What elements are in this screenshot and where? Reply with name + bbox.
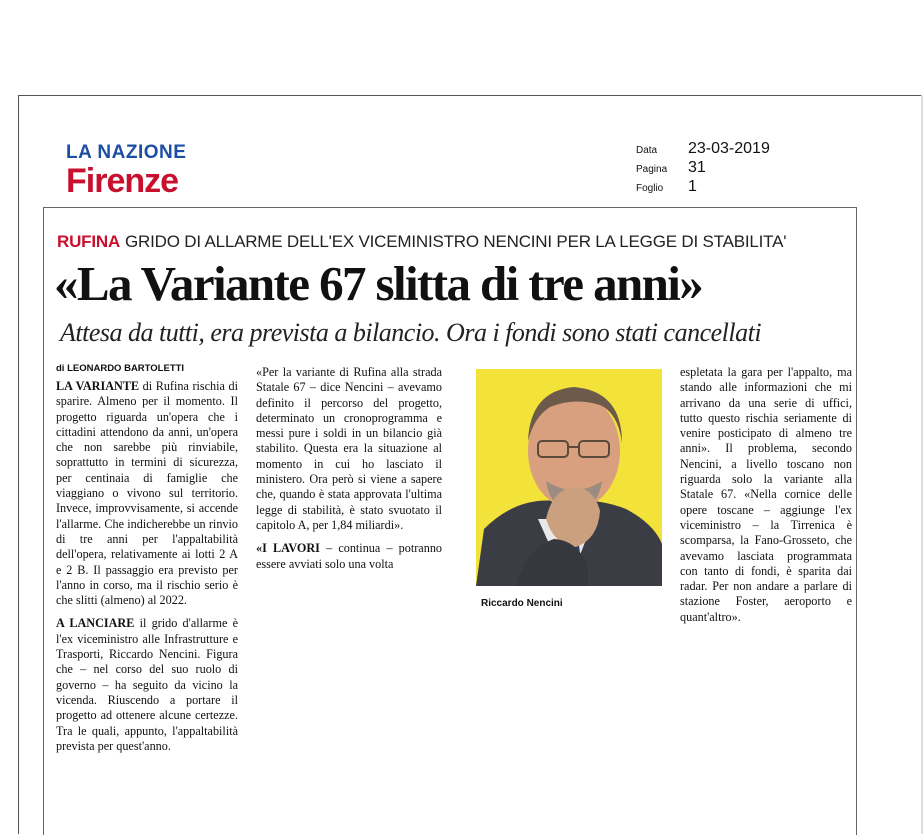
article-kicker (57, 232, 847, 252)
photo-caption: Riccardo Nencini (481, 598, 563, 609)
column-2-paragraph-1 (256, 365, 442, 533)
column-1-paragraph-1 (56, 379, 238, 608)
article-headline: «La Variante 67 slitta di tre anni» (54, 256, 703, 311)
kicker-place: RUFINA (57, 232, 121, 251)
paragraph-lead: LA VARIANTE (56, 379, 140, 393)
meta-date-label: Data (636, 145, 658, 156)
portrait-illustration (476, 369, 662, 586)
clipping-sheet (18, 95, 921, 834)
meta-sheet-row (636, 178, 770, 197)
article-column-3 (680, 365, 852, 633)
paragraph-text: «Per la variante di Rufina alla strada Statale 67 – dice Nencini – avevamo definito il percorso del progetto, determinato un cronoprogramma e messi pure i soldi in un bilancio già stabilito. Questa era la situazione al momento in cui ho lasciato il ministero. Ora però si viene a sapere che, quando è stata approvata l'ultima legge di stabilità, è stato svuotato il capitolo A, per 1,84 miliardi». (256, 365, 442, 532)
meta-date-row (636, 140, 770, 159)
meta-date-value: 23-03-2019 (688, 140, 770, 157)
paragraph-text: di Rufina rischia di sparire. Almeno per il momento. Il progetto riguarda un'opera che i cittadini attendono da anni, un'opera che non sarebbe più rinviabile, soprattutto in termini di sicurezza, per centinaia di famiglie che viaggiano o vivono sul territorio. Invece, improvvisamente, si accende l'allarme. Che indicherebbe un rinvio di tre anni per l'appaltabilità dell'opera, relativamente ai lotti 2 A e 2 B. Il passaggio era previsto per l'anno in corso, ma il rischio serio è che slitti (almeno) al 2022. (56, 379, 238, 608)
column-1-paragraph-2 (56, 616, 238, 754)
portrait-photo (476, 369, 662, 586)
article-column-1 (56, 379, 238, 762)
article-box (43, 207, 857, 835)
clipping-metadata (636, 140, 770, 197)
column-2-paragraph-2 (256, 541, 442, 572)
article-subhead: Attesa da tutti, era prevista a bilancio. Ora i fondi sono stati cancellati (60, 318, 762, 347)
newspaper-logo (66, 143, 236, 198)
meta-page-label: Pagina (636, 164, 668, 175)
column-3-paragraph-1 (680, 365, 852, 625)
logo-la-nazione: LA NAZIONE (66, 142, 187, 163)
paragraph-text: – continua – potranno essere avviati solo una volta (256, 541, 443, 571)
meta-sheet-value: 1 (688, 178, 697, 195)
paragraph-text: il grido d'allarme è l'ex viceministro alle Infrastrutture e Trasporti, Riccardo Nencini. Figura che – nel corso del suo ruolo di governo – ha seguito da vicino la vicenda. Riuscendo a portare il progetto ad ottenere alcune certezze. Tra le quali, appunto, l'appaltabilità prevista per quest'anno. (56, 616, 238, 753)
article-column-2 (256, 365, 442, 580)
meta-page-row (636, 159, 770, 178)
meta-sheet-label: Foglio (636, 183, 664, 194)
paragraph-text: espletata la gara per l'appalto, ma stando alle informazioni che mi arrivano da una serie di uffici, tutto questo rischia seriamente di venire posticipato di almeno tre anni». Il problema, secondo Nencini, a livello toscano non riguarda solo la variante alla Statale 67. «Nella cornice delle opere toscane – aggiunge l'ex viceministro – la Tirrenica è scomparsa, la Fano-Grosseto, che avevamo lasciata programmata con tanto di fondi, è sparita dai radar. Per non andare a parlare di stazione Foster, aeroporto e quant'altro». (680, 365, 852, 624)
article-byline: di LEONARDO BARTOLETTI (56, 363, 185, 374)
paragraph-lead: «I LAVORI (256, 541, 320, 556)
kicker-text: GRIDO DI ALLARME DELL'EX VICEMINISTRO NENCINI PER LA LEGGE DI STABILITA' (125, 232, 787, 251)
logo-firenze: Firenze (66, 162, 179, 200)
paragraph-lead: A LANCIARE (56, 616, 135, 631)
meta-page-value: 31 (688, 159, 706, 176)
